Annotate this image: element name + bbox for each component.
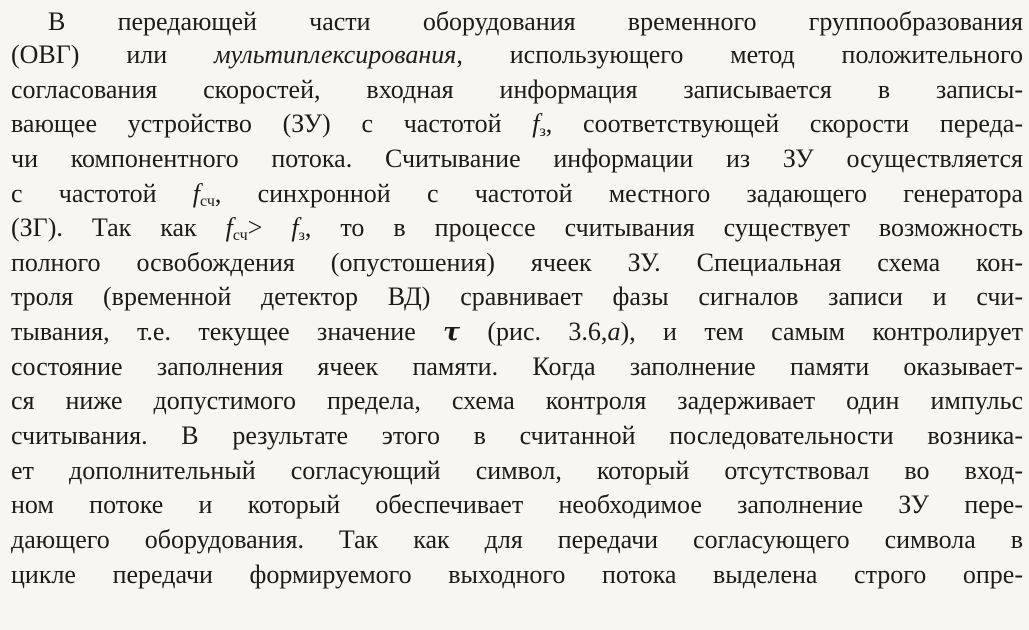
text-run: дающего оборудования. Так как для передачи согласующего символа в — [11, 525, 1023, 554]
subscript: з — [298, 227, 305, 244]
text-run: а — [607, 317, 621, 346]
text-run: ет дополнительный согласующий символ, который отсутствовал во вход- — [11, 456, 1023, 485]
text-run: , синхронной с частотой местного задающего генератора — [214, 179, 1023, 208]
subscript: з — [539, 123, 546, 140]
text-run: (ЗГ). Так как — [11, 213, 226, 242]
text-run: , то в процессе считывания существует возможность — [304, 213, 1023, 242]
text-line — [11, 524, 1023, 556]
text-run: (ОВГ) или — [11, 40, 214, 69]
text-run: В передающей части оборудования временного группообразования — [48, 7, 1023, 36]
text-run: тывания, т.е. текущее значение — [11, 317, 444, 346]
text-run: с частотой — [11, 179, 193, 208]
text-run: > — [247, 213, 292, 242]
text-run: ), и тем самым контролирует — [620, 317, 1023, 346]
text-run: ном потоке и который обеспечивает необходимое заполнение ЗУ пере- — [11, 490, 1023, 519]
text-line — [11, 316, 1023, 348]
tau-symbol: τ — [443, 317, 460, 346]
text-line — [11, 178, 1023, 210]
text-run: считывания. В результате этого в считанной последовательности возника- — [11, 421, 1023, 450]
text-run: вающее устройство (ЗУ) с частотой — [11, 109, 533, 138]
subscript: сч — [232, 227, 248, 244]
text-run: цикле передачи формируемого выходного потока выделена строго опре- — [11, 560, 1023, 589]
text-run: согласования скоростей, входная информация записывается в записы- — [11, 75, 1023, 104]
text-line — [11, 74, 1023, 106]
text-line — [11, 489, 1023, 521]
text-line — [11, 351, 1023, 383]
text-run: , соответствующей скорости переда- — [545, 109, 1023, 138]
text-run: ся ниже допустимого предела, схема контроля задерживает один импульс — [11, 386, 1023, 415]
text-line — [11, 420, 1023, 452]
text-run: чи компонентного потока. Считывание информации из ЗУ осуществляется — [11, 144, 1023, 173]
text-run: состояние заполнения ячеек памяти. Когда заполнение памяти оказывает- — [11, 352, 1023, 381]
text-run: , использующего метод положительного — [456, 40, 1023, 69]
text-run: мультиплексирования — [214, 40, 457, 69]
subscript: сч — [200, 193, 215, 210]
text-line — [11, 39, 1023, 71]
text-line — [11, 143, 1023, 175]
text-run: троля (временной детектор ВД) сравнивает фазы сигналов записи и счи- — [11, 282, 1023, 311]
text-line — [11, 455, 1023, 487]
text-line — [48, 6, 1023, 38]
text-run: полного освобождения (опустошения) ячеек ЗУ. Специальная схема кон- — [11, 248, 1023, 277]
text-line — [11, 108, 1023, 140]
text-line — [11, 281, 1023, 313]
text-run: f — [291, 213, 299, 242]
text-line — [11, 247, 1023, 279]
text-line — [11, 559, 1023, 591]
text-run: (рис. 3.6, — [459, 317, 608, 346]
text-run: f — [192, 179, 201, 208]
text-line — [11, 385, 1023, 417]
text-line — [11, 212, 1023, 244]
text-run: f — [225, 213, 233, 242]
text-run: f — [532, 109, 540, 138]
